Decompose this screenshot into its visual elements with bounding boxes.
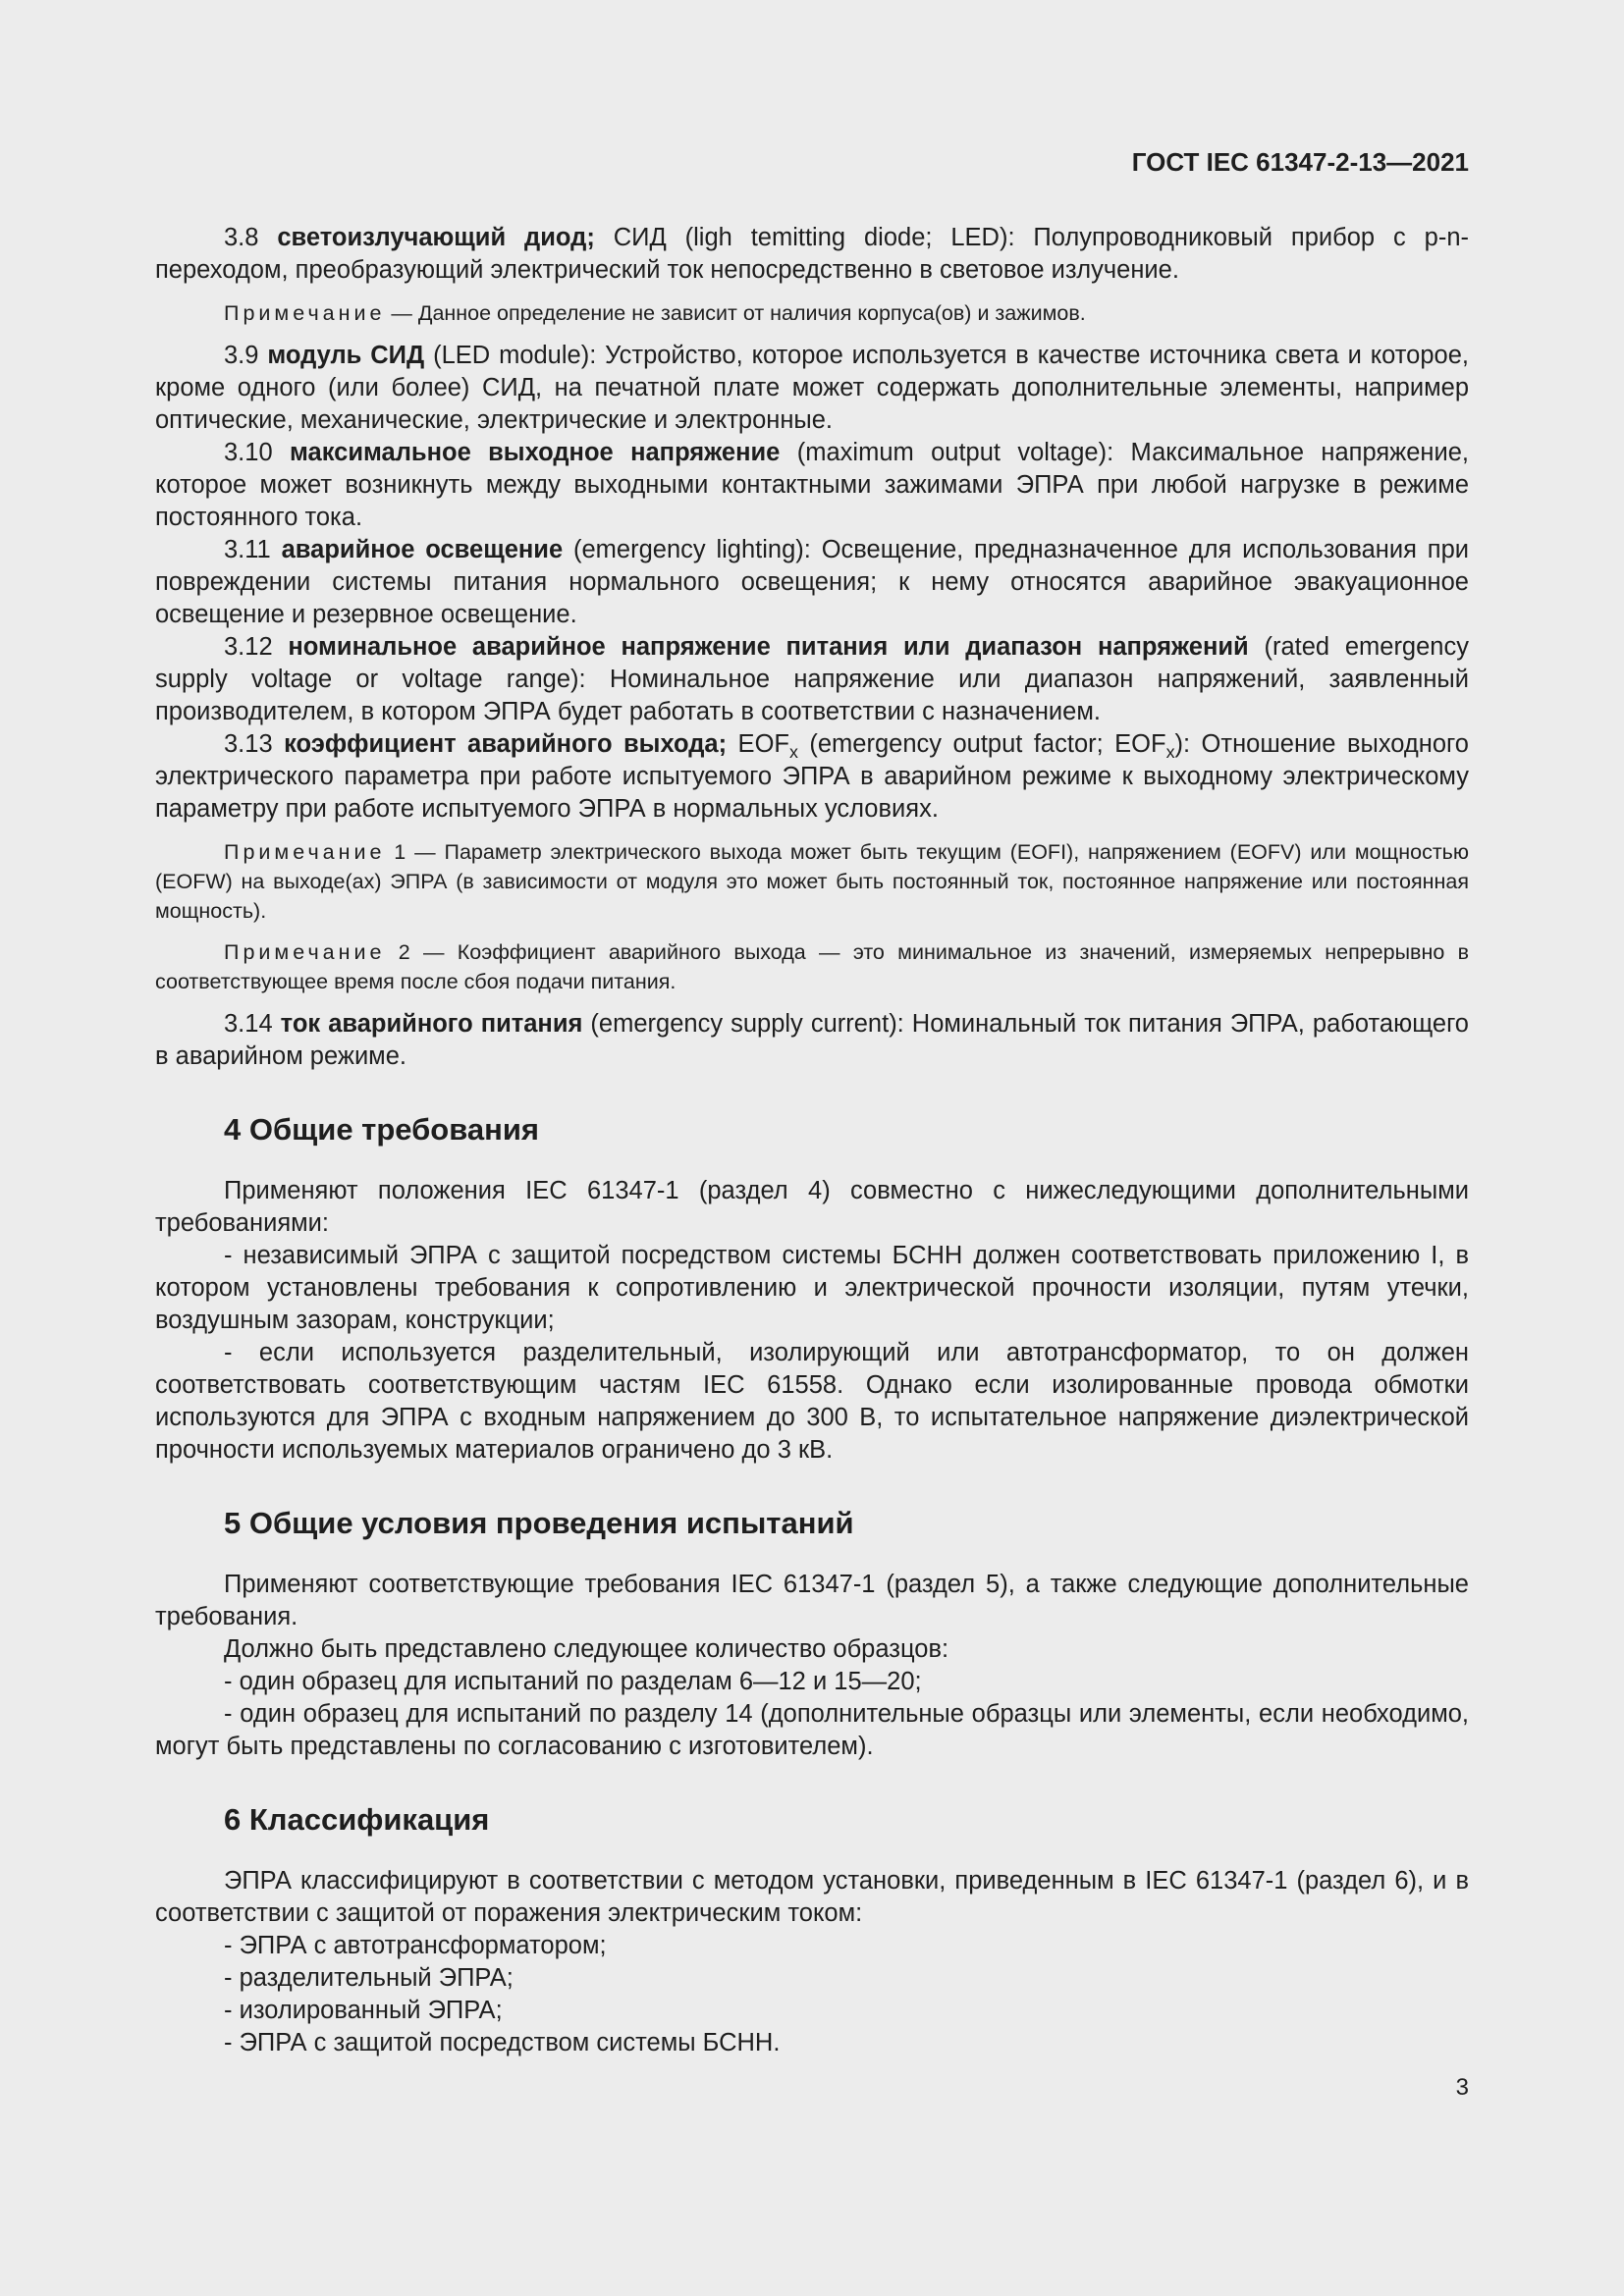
section-5-paragraph: Применяют соответствующие требования IEC 61347-1 (раздел 5), а также следующие дополнительные требования. [155,1571,1469,1630]
section-5-paragraph: - один образец для испытаний по разделам 6—12 и 15—20; [224,1668,922,1695]
section-5-paragraph: Должно быть представлено следующее количество образцов: [224,1635,949,1663]
page-content [155,222,1469,2059]
section-4-paragraph: - если используется разделительный, изолирующий или автотрансформатор, то он должен соответствовать соответствующим частям IEC 61558. Однако если изолированные провода обмотки используются для ЭПРА с входным напряжением до 300 В, то испытательное напряжение диэлектрической прочности используемых материалов ограничено до 3 кВ. [155,1339,1469,1464]
note-2-3-13: Примечание 2 — Коэффициент аварийного выхода — это минимальное из значений, измеряемых непрерывно в соответствующее время после сбоя подачи питания. [155,940,1469,993]
term: ток аварийного питания [280,1010,583,1038]
definition-3-11: 3.11 аварийное освещение (emergency lighting): Освещение, предназначенное для использования при повреждении системы питания нормального освещения; к нему относятся аварийное эвакуационное освещение и резервное освещение. [155,536,1470,628]
term: светоизлучающий диод; [277,224,595,251]
section-5-paragraph: - один образец для испытаний по разделу 14 (дополнительные образцы или элементы, если необходимо, могут быть представлены по согласованию с изготовителем). [155,1700,1469,1760]
definition-3-12: 3.12 номинальное аварийное напряжение питания или диапазон напряжений (rated emergency supply voltage or voltage range): Номинальное напряжение или диапазон напряжений, заявленный производителем, в котором ЭПРА будет работать в соответствии с назначением. [155,633,1469,725]
definition-3-14: 3.14 ток аварийного питания (emergency supply current): Номинальный ток питания ЭПРА, работающего в аварийном режиме. [155,1010,1469,1070]
term: модуль СИД [267,342,425,369]
section-5-heading: 5 Общие условия проведения испытаний [224,1506,854,1540]
definition-3-8: 3.8 светоизлучающий диод; СИД (ligh temitting diode; LED): Полупроводниковый прибор с p-n-переходом, преобразующий электрический ток непосредственно в световое излучение. [155,224,1469,284]
definition-3-10: 3.10 максимальное выходное напряжение (maximum output voltage): Максимальное напряжение, которое может возникнуть между выходными контактными зажимами ЭПРА при любой нагрузке в режиме постоянного тока. [155,439,1469,531]
section-4-paragraph: Применяют положения IEC 61347-1 (раздел 4) совместно с нижеследующими дополнительными требованиями: [155,1177,1469,1237]
list-item: - изолированный ЭПРА; [224,1997,503,2024]
section-6-paragraph: ЭПРА классифицируют в соответствии с методом установки, приведенным в IEC 61347-1 (раздел 6), и в соответствии с защитой от поражения электрическим током: [155,1867,1469,1927]
page-number: 3 [1455,2074,1469,2101]
term: аварийное освещение [281,536,564,563]
list-item: - разделительный ЭПРА; [224,1964,514,1992]
definition-3-13: 3.13 коэффициент аварийного выхода; $EOF_x$ (emergency output factor; $EOF_x$): Отношение выходного электрического параметра при работе испытуемого ЭПРА в аварийном режиме к выходному электрическому параметру при работе испытуемого ЭПРА в нормальных условиях. [155,730,1469,823]
term: номинальное аварийное напряжение питания или диапазон напряжений [288,633,1249,661]
section-4-heading: 4 Общие требования [224,1112,539,1147]
note-3-8: Примечание — Данное определение не зависит от наличия корпуса(ов) и зажимов. [224,301,1086,325]
definition-3-9: 3.9 модуль СИД (LED module): Устройство, которое используется в качестве источника света и которое, кроме одного (или более) СИД, на печатной плате может содержать дополнительные элементы, например оптические, механические, электрические и электронные. [155,342,1469,434]
list-item: - ЭПРА с защитой посредством системы БСНН. [224,2029,781,2056]
note-1-3-13: Примечание 1 — Параметр электрического выхода может быть текущим (EOFI), напряжением (EOFV) или мощностью (EOFW) на выходе(ах) ЭПРА (в зависимости от модуля это может быть постоянный ток, постоянное напряжение или постоянная мощность). [155,840,1470,923]
term: максимальное выходное напряжение [290,439,781,466]
term: коэффициент аварийного выхода; [284,730,728,758]
list-item: - ЭПРА с автотрансформатором; [224,1932,607,1959]
section-6-heading: 6 Классификация [224,1802,490,1837]
section-4-paragraph: - независимый ЭПРА с защитой посредством системы БСНН должен соответствовать приложению I, в котором установлены требования к сопротивлению и электрической прочности изоляции, путям утечки, воздушным зазорам, конструкции; [155,1242,1469,1334]
document-header: ГОСТ IEC 61347-2-13—2021 [1131,147,1469,177]
